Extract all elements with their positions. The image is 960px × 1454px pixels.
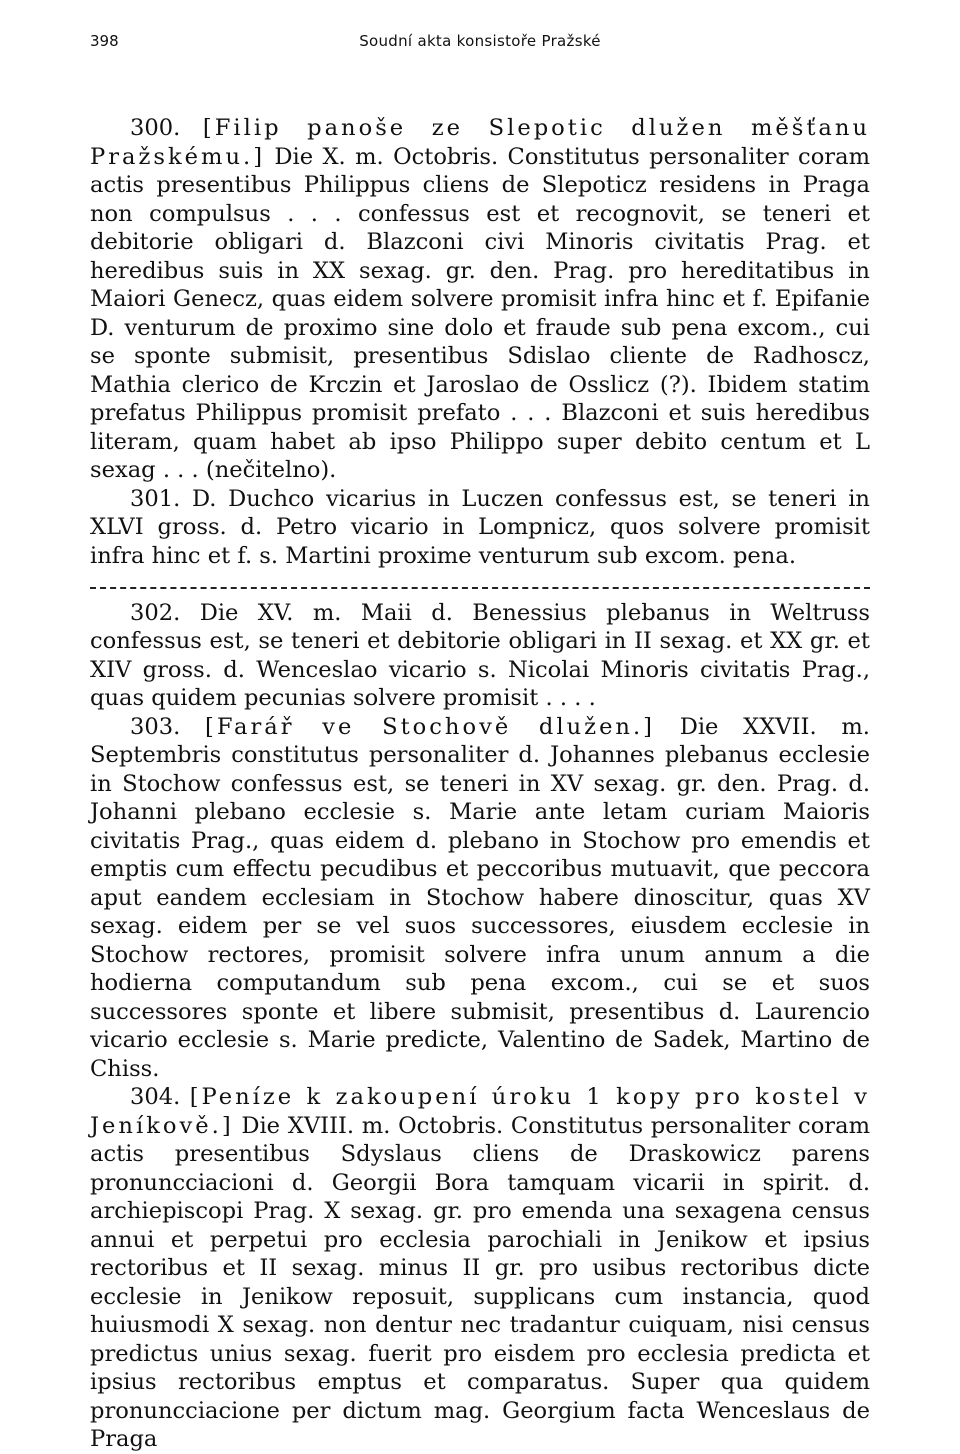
document-page — [90, 28, 870, 1454]
entry-text: Die XV. m. Maii d. Benessius plebanus in Weltruss confessus est, se teneri et debitorie obligari in II sexag. et XX gr. et XIV gross. d. Wenceslao vicario s. Nicolai Minoris civitatis Prag., quas quidem pecunias solvere promisit . . . . — [90, 599, 870, 711]
entry-title: [Peníze k zakoupení úroku 1 kopy pro kostel v Jeníkově.] — [90, 1084, 871, 1139]
dashed-divider — [90, 570, 870, 599]
entry-number: 302. — [130, 599, 181, 626]
entry-number: 300. — [130, 115, 181, 141]
running-title: Soudní akta konsistoře Pražské — [359, 32, 601, 50]
page-number: 398 — [90, 32, 119, 50]
entry-text: Die X. m. Octobris. Constitutus personaliter coram actis presentibus Philippus cliens de Slepoticz residens in Praga non compulsus . . . confessus est et recognovit, se teneri et debitorie obligari d. Blazconi civi Minoris civitatis Prag. et heredibus suis in XX sexag. gr. den. Prag. pro hereditatibus in Maiori Genecz, quas eidem solvere promisit infra hinc et f. Epifanie D. venturum de proximo sine dolo et fraude sub pena excom., cui se sponte submisit, presentibus Sdislao cliente de Radhoscz, Mathia clerico de Krczin et Jaroslao de Osslicz (?). Ibidem statim prefatus Philippus promisit prefato . . . Blazconi et suis heredibus literam, quam habet ab ipso Philippo super debito centum et L sexag . . . (nečitelno). — [90, 143, 870, 483]
entry-303 — [90, 713, 870, 1084]
entry-number: 303. — [130, 713, 181, 740]
entry-302 — [90, 599, 870, 713]
entry-title: [Farář ve Stochově dlužen.] — [205, 713, 655, 740]
entry-text: Die XXVII. m. Septembris constitutus personaliter d. Johannes plebanus ecclesie in Stochow confessus est, se teneri in XV sexag. gr. den. Prag. d. Johanni plebano ecclesie s. Marie ante letam curiam Maioris civitatis Prag., quas eidem d. plebano in Stochow pro emendis et emptis cum effectu pecudibus et peccoribus mutuavit, que peccora aput eandem ecclesiam in Stochow habere dinoscitur, quas XV sexag. eidem per se vel suos successores, eiusdem ecclesie in Stochow rectores, promisit solvere infra unum annum a die hodierna computandum sub pena excom., cui se et suos successores sponte et libere submisit, presentibus d. Laurencio vicario ecclesie s. Marie predicte, Valentino de Sadek, Martino de Chiss. — [90, 713, 870, 1082]
page-header — [90, 28, 870, 62]
entry-text: Die XVIII. m. Octobris. Constitutus personaliter coram actis presentibus Sdyslaus cliens de Draskowicz parens pronuncciacioni d. Georgii Bora tamquam vicarii in spirit. d. archiepiscopi Prag. X sexag. gr. pro emenda una sexagena census annui et perpetui pro ecclesia parochiali in Jenikow et ipsius rectoribus et II sexag. minus II gr. pro usibus rectoribus dicte ecclesie in Jenikow reposuit, supplicans cum instancia, quod huiusmodi X sexag. non dentur nec tradantur cuiquam, nisi census predictus unius sexag. fuerit pro eisdem pro ecclesia predicta et ipsius rectoribus emptus et comparatus. Super qua quidem pronuncciacione per dictum mag. Georgium facta Wenceslaus de Praga — [90, 1112, 870, 1452]
entry-301 — [90, 485, 870, 571]
entry-text: D. Duchco vicarius in Luczen confessus est, se teneri in XLVI gross. d. Petro vicario in Lompnicz, quos solvere promisit infra hinc et f. s. Martini proxime venturum sub excom. pena. — [90, 485, 870, 569]
entry-304 — [90, 1083, 870, 1454]
document-body — [90, 114, 870, 1454]
entry-number: 301. — [130, 485, 181, 512]
entry-number: 304. — [130, 1084, 181, 1110]
entry-title: [Filip panoše ze Slepotic dlužen měšťanu Pražskému.] — [90, 115, 871, 170]
entry-300 — [90, 114, 870, 485]
